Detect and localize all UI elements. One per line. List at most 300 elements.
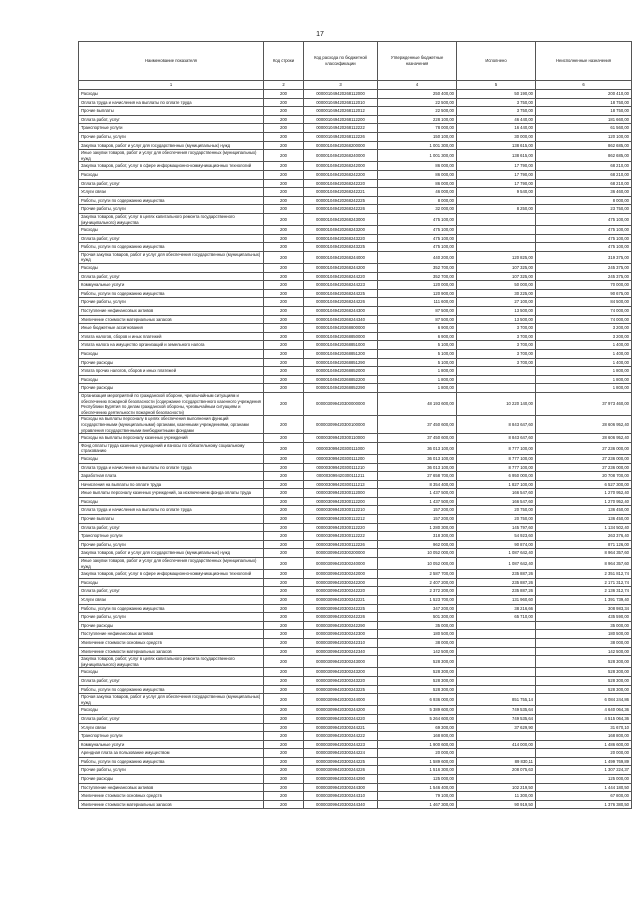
row-indicator-name: Расходы [79, 170, 264, 179]
row-indicator-name: Арендная плата за пользование имуществом [79, 749, 264, 758]
row-line-code: 200 [264, 272, 304, 281]
table-row [79, 358, 632, 367]
row-unexecuted-amount: 181 660,00 [536, 115, 632, 124]
row-budget-code: 000001049420268244223 [304, 281, 378, 290]
table-row [79, 570, 632, 579]
row-unexecuted-amount: 1 400,00 [536, 341, 632, 350]
row-unexecuted-amount: 8 000,00 [536, 196, 632, 205]
row-executed-amount: 3 750,00 [457, 98, 536, 107]
row-line-code: 200 [264, 434, 304, 443]
table-row [79, 234, 632, 243]
row-budget-code: 000003099420300243200 [304, 668, 378, 677]
row-executed-amount [457, 226, 536, 235]
row-budget-code: 000003099420300244224 [304, 749, 378, 758]
row-line-code: 200 [264, 392, 304, 415]
row-approved-amount: 37 450 600,00 [378, 416, 457, 434]
row-budget-code: 000001049420268242200 [304, 170, 378, 179]
row-unexecuted-amount: 245 375,00 [536, 264, 632, 273]
row-line-code: 200 [264, 647, 304, 656]
row-executed-amount: 9 540,00 [457, 188, 536, 197]
row-line-code: 200 [264, 676, 304, 685]
row-approved-amount: 440 200,00 [378, 251, 457, 263]
row-executed-amount [457, 775, 536, 784]
row-indicator-name: Оплата работ, услуг [79, 587, 264, 596]
row-executed-amount: 16 440,00 [457, 124, 536, 133]
row-indicator-name: Транспортные услуги [79, 532, 264, 541]
table-row [79, 332, 632, 341]
row-budget-code: 000001049420268242000 [304, 162, 378, 171]
table-row [79, 141, 632, 150]
row-indicator-name: Уплата налогов, сборов и иных платежей [79, 332, 264, 341]
row-budget-code: 000003099420300112210 [304, 506, 378, 515]
row-line-code: 200 [264, 315, 304, 324]
row-approved-amount: 48 193 600,00 [378, 392, 457, 415]
row-indicator-name: Оплата работ, услуг [79, 714, 264, 723]
row-indicator-name: Прочая закупка товаров, работ и услуг для обеспечения государственных (муниципальных) нужд [79, 694, 264, 706]
row-line-code: 200 [264, 723, 304, 732]
row-indicator-name: Транспортные услуги [79, 732, 264, 741]
row-budget-code: 000003099420300243000 [304, 656, 378, 668]
row-line-code: 200 [264, 587, 304, 596]
row-line-code: 200 [264, 472, 304, 481]
row-approved-amount: 1 001 300,00 [378, 141, 457, 150]
row-budget-code: 000003099420300111000 [304, 442, 378, 454]
row-approved-amount: 22 500,00 [378, 107, 457, 116]
table-row [79, 630, 632, 639]
row-unexecuted-amount: 20 000,00 [536, 749, 632, 758]
row-budget-code: 000001049420268243220 [304, 234, 378, 243]
row-line-code: 200 [264, 90, 304, 99]
row-unexecuted-amount: 84 500,00 [536, 298, 632, 307]
row-unexecuted-amount: 1 800,00 [536, 367, 632, 376]
row-approved-amount: 5 389 600,00 [378, 706, 457, 715]
header-line-code: Код строки [264, 42, 304, 81]
row-unexecuted-amount: 6 527 300,00 [536, 480, 632, 489]
row-unexecuted-amount: 1 800,00 [536, 375, 632, 384]
row-budget-code: 000003099420300242290 [304, 621, 378, 630]
row-unexecuted-amount: 2 171 312,74 [536, 578, 632, 587]
row-unexecuted-amount: 31 670,10 [536, 723, 632, 732]
row-budget-code: 000003099420300100000 [304, 416, 378, 434]
table-row [79, 384, 632, 393]
row-budget-code: 000003099420300244200 [304, 706, 378, 715]
row-budget-code: 000001049420268851200 [304, 350, 378, 359]
row-unexecuted-amount: 528 300,00 [536, 668, 632, 677]
row-indicator-name: Расходы на выплаты персоналу в целях обеспечения выполнения функций государственными (муниципальными) органами, казенными учреждениями, органами управления государственными внебюджетными фондами [79, 416, 264, 434]
row-approved-amount: 69 300,00 [378, 723, 457, 732]
row-executed-amount: 37 629,90 [457, 723, 536, 732]
row-budget-code: 000001049420268850000 [304, 332, 378, 341]
table-row [79, 792, 632, 801]
row-approved-amount: 1 589 600,00 [378, 757, 457, 766]
page-number: 17 [316, 31, 324, 38]
column-number: 3 [304, 81, 378, 90]
table-row [79, 90, 632, 99]
row-line-code: 200 [264, 694, 304, 706]
row-approved-amount: 120 900,00 [378, 289, 457, 298]
row-budget-code: 000001049420268112226 [304, 132, 378, 141]
row-budget-code: 000003099420300244300 [304, 783, 378, 792]
row-executed-amount: 120 825,00 [457, 251, 536, 263]
row-line-code: 200 [264, 792, 304, 801]
row-line-code: 200 [264, 358, 304, 367]
row-line-code: 200 [264, 162, 304, 171]
table-row [79, 226, 632, 235]
row-unexecuted-amount: 4 640 064,36 [536, 706, 632, 715]
row-indicator-name: Прочие расходы [79, 775, 264, 784]
row-indicator-name: Увеличение стоимости материальных запасов [79, 800, 264, 809]
row-budget-code: 000001049420268242225 [304, 196, 378, 205]
row-executed-amount: 50 000,00 [457, 281, 536, 290]
row-executed-amount [457, 676, 536, 685]
row-budget-code: 000003099420300244220 [304, 714, 378, 723]
column-number: 6 [536, 81, 632, 90]
row-approved-amount: 111 600,00 [378, 298, 457, 307]
row-indicator-name: Расходы на выплаты персоналу казенных учреждений [79, 434, 264, 443]
row-line-code: 200 [264, 523, 304, 532]
table-row [79, 506, 632, 515]
table-row [79, 714, 632, 723]
row-executed-amount: 8 777 100,00 [457, 454, 536, 463]
row-executed-amount: 3 700,00 [457, 324, 536, 333]
row-executed-amount: 20 750,00 [457, 506, 536, 515]
row-unexecuted-amount: 136 450,00 [536, 515, 632, 524]
row-approved-amount: 501 300,00 [378, 613, 457, 622]
row-indicator-name: Фонд оплаты труда казенных учреждений и взносы по обязательному социальному страхованию [79, 442, 264, 454]
row-line-code: 200 [264, 196, 304, 205]
row-line-code: 200 [264, 578, 304, 587]
table-row [79, 179, 632, 188]
row-line-code: 200 [264, 350, 304, 359]
row-line-code: 200 [264, 749, 304, 758]
row-approved-amount: 120 000,00 [378, 281, 457, 290]
row-executed-amount: 17 790,00 [457, 170, 536, 179]
row-budget-code: 000001049420268244225 [304, 289, 378, 298]
table-row [79, 454, 632, 463]
row-budget-code: 000001049420268243225 [304, 243, 378, 252]
row-unexecuted-amount: 1 499 769,89 [536, 757, 632, 766]
row-approved-amount: 10 052 000,00 [378, 549, 457, 558]
row-approved-amount: 528 300,00 [378, 676, 457, 685]
row-line-code: 200 [264, 243, 304, 252]
row-budget-code: 000001049420268112012 [304, 107, 378, 116]
row-line-code: 200 [264, 384, 304, 393]
row-approved-amount: 142 500,00 [378, 647, 457, 656]
row-indicator-name: Работы, услуги по содержанию имущества [79, 196, 264, 205]
row-line-code: 200 [264, 170, 304, 179]
row-budget-code: 000003099420300243225 [304, 685, 378, 694]
row-executed-amount: 1 087 642,40 [457, 558, 536, 570]
row-unexecuted-amount: 136 450,00 [536, 506, 632, 515]
row-approved-amount: 180 500,00 [378, 630, 457, 639]
row-budget-code: 000001049420268240000 [304, 150, 378, 162]
row-budget-code: 000003099420300242000 [304, 570, 378, 579]
table-row [79, 289, 632, 298]
row-approved-amount: 22 500,00 [378, 98, 457, 107]
row-unexecuted-amount: 871 126,00 [536, 540, 632, 549]
row-unexecuted-amount: 2 351 812,74 [536, 570, 632, 579]
row-executed-amount: 65 710,00 [457, 613, 536, 622]
row-executed-amount: 3 700,00 [457, 341, 536, 350]
row-budget-code: 000001049420268244226 [304, 298, 378, 307]
row-approved-amount: 6 900,00 [378, 324, 457, 333]
row-executed-amount: 414 000,00 [457, 740, 536, 749]
row-executed-amount: 30 000,00 [457, 132, 536, 141]
row-executed-amount: 1 827 100,00 [457, 480, 536, 489]
row-approved-amount: 79 100,00 [378, 792, 457, 801]
row-executed-amount [457, 749, 536, 758]
row-unexecuted-amount: 142 500,00 [536, 647, 632, 656]
row-approved-amount: 87 500,00 [378, 307, 457, 316]
table-row [79, 540, 632, 549]
row-executed-amount [457, 243, 536, 252]
row-budget-code: 000003099420300244310 [304, 792, 378, 801]
table-row [79, 107, 632, 116]
row-budget-code: 000001049420268243200 [304, 226, 378, 235]
row-unexecuted-amount: 90 675,00 [536, 289, 632, 298]
row-indicator-name: Иные выплаты персоналу казенных учреждений, за исключением фонда оплаты труда [79, 489, 264, 498]
row-line-code: 200 [264, 775, 304, 784]
row-indicator-name: Организация мероприятий по гражданской обороне, чрезвычайным ситуациям и обеспечению пожарной безопасности (содержание государственного казенного учреждения Республики Бурятия по делам гражданской обороны, чрезвычайным ситуациям и обеспечению деятельности пожарной безопасности) [79, 392, 264, 415]
row-line-code: 200 [264, 307, 304, 316]
row-indicator-name: Прочие работы, услуги [79, 205, 264, 214]
row-unexecuted-amount: 28 606 952,40 [536, 434, 632, 443]
row-unexecuted-amount: 3 200,00 [536, 324, 632, 333]
row-approved-amount: 352 700,00 [378, 272, 457, 281]
row-approved-amount: 36 013 100,00 [378, 463, 457, 472]
row-approved-amount: 2 407 200,00 [378, 578, 457, 587]
table-row [79, 392, 632, 415]
row-line-code: 200 [264, 124, 304, 133]
row-unexecuted-amount: 18 750,00 [536, 98, 632, 107]
row-executed-amount [457, 234, 536, 243]
row-line-code: 200 [264, 205, 304, 214]
row-approved-amount: 32 000,00 [378, 205, 457, 214]
table-row [79, 766, 632, 775]
row-budget-code: 000001049420268851000 [304, 341, 378, 350]
row-unexecuted-amount: 475 100,00 [536, 213, 632, 225]
row-executed-amount: 8 843 647,60 [457, 434, 536, 443]
row-budget-code: 000003099420300111213 [304, 480, 378, 489]
row-unexecuted-amount: 1 307 224,37 [536, 766, 632, 775]
table-row [79, 558, 632, 570]
row-line-code: 200 [264, 558, 304, 570]
row-indicator-name: Уплата прочих налогов, сборов и иных платежей [79, 367, 264, 376]
row-indicator-name: Работы, услуги по содержанию имущества [79, 243, 264, 252]
row-executed-amount: 166 547,60 [457, 489, 536, 498]
row-budget-code: 000003099420300111210 [304, 463, 378, 472]
row-indicator-name: Увеличение стоимости материальных запасов [79, 647, 264, 656]
row-approved-amount: 8 000,00 [378, 196, 457, 205]
row-unexecuted-amount: 1 486 600,00 [536, 740, 632, 749]
header-approved: Утвержденные бюджетные назначения [378, 42, 457, 81]
table-row [79, 638, 632, 647]
table-row [79, 613, 632, 622]
row-unexecuted-amount: 319 375,00 [536, 251, 632, 263]
row-budget-code: 000001049420268244000 [304, 251, 378, 263]
row-indicator-name: Оплата работ, услуг [79, 179, 264, 188]
row-approved-amount: 528 300,00 [378, 656, 457, 668]
row-indicator-name: Оплата труда и начисления на выплаты по оплате труда [79, 506, 264, 515]
table-row [79, 732, 632, 741]
row-executed-amount [457, 384, 536, 393]
row-executed-amount [457, 367, 536, 376]
row-line-code: 200 [264, 757, 304, 766]
table-row [79, 442, 632, 454]
row-approved-amount: 318 300,00 [378, 532, 457, 541]
table-row [79, 205, 632, 214]
row-indicator-name: Закупка товаров, работ и услуг для государственных (муниципальных) нужд [79, 141, 264, 150]
row-indicator-name: Прочие выплаты [79, 107, 264, 116]
row-approved-amount: 6 900,00 [378, 332, 457, 341]
row-executed-amount: 145 797,60 [457, 523, 536, 532]
row-indicator-name: Прочая закупка товаров, работ и услуг для обеспечения государственных (муниципальных) нужд [79, 251, 264, 263]
row-line-code: 200 [264, 630, 304, 639]
table-row [79, 515, 632, 524]
table-row [79, 298, 632, 307]
row-line-code: 200 [264, 98, 304, 107]
table-row [79, 685, 632, 694]
row-unexecuted-amount: 27 236 000,00 [536, 463, 632, 472]
table-row [79, 170, 632, 179]
row-budget-code: 000003099420300110000 [304, 434, 378, 443]
row-unexecuted-amount: 74 000,00 [536, 307, 632, 316]
table-row [79, 375, 632, 384]
column-number: 2 [264, 81, 304, 90]
row-line-code: 200 [264, 480, 304, 489]
row-line-code: 200 [264, 621, 304, 630]
row-budget-code: 000003099420300111200 [304, 454, 378, 463]
row-approved-amount: 1 800,00 [378, 367, 457, 376]
row-unexecuted-amount: 27 236 000,00 [536, 442, 632, 454]
row-indicator-name: Работы, услуги по содержанию имущества [79, 604, 264, 613]
row-line-code: 200 [264, 188, 304, 197]
row-budget-code: 000001049420268852200 [304, 375, 378, 384]
row-budget-code: 000003099420300000000 [304, 392, 378, 415]
row-approved-amount: 1 437 500,00 [378, 489, 457, 498]
row-indicator-name: Иные бюджетные ассигнования [79, 324, 264, 333]
table-row [79, 676, 632, 685]
row-indicator-name: Расходы [79, 350, 264, 359]
row-indicator-name: Коммунальные услуги [79, 740, 264, 749]
row-executed-amount [457, 375, 536, 384]
row-executed-amount [457, 621, 536, 630]
row-approved-amount: 1 001 300,00 [378, 150, 457, 162]
table-row [79, 596, 632, 605]
row-unexecuted-amount: 125 000,00 [536, 775, 632, 784]
row-line-code: 200 [264, 732, 304, 741]
row-approved-amount: 1 467 300,00 [378, 800, 457, 809]
row-executed-amount: 8 777 100,00 [457, 463, 536, 472]
row-executed-amount [457, 638, 536, 647]
table-row [79, 307, 632, 316]
row-line-code: 200 [264, 234, 304, 243]
row-budget-code: 000003099420300242310 [304, 638, 378, 647]
row-unexecuted-amount: 1 270 952,40 [536, 489, 632, 498]
row-approved-amount: 20 000,00 [378, 749, 457, 758]
row-line-code: 200 [264, 596, 304, 605]
row-unexecuted-amount: 308 983,34 [536, 604, 632, 613]
row-indicator-name: Работы, услуги по содержанию имущества [79, 289, 264, 298]
row-budget-code: 000001049420268200000 [304, 141, 378, 150]
row-line-code: 200 [264, 115, 304, 124]
row-budget-code: 000003099420300200000 [304, 549, 378, 558]
row-budget-code: 000001049420268242221 [304, 188, 378, 197]
row-executed-amount [457, 668, 536, 677]
row-budget-code: 000003099420300244225 [304, 757, 378, 766]
row-executed-amount: 107 325,00 [457, 272, 536, 281]
row-unexecuted-amount: 1 444 180,50 [536, 783, 632, 792]
row-unexecuted-amount: 36 460,00 [536, 188, 632, 197]
table-body [79, 90, 632, 809]
table-row [79, 472, 632, 481]
row-approved-amount: 2 587 700,00 [378, 570, 457, 579]
row-approved-amount: 168 800,00 [378, 732, 457, 741]
row-budget-code: 000001049420268112222 [304, 124, 378, 133]
row-indicator-name: Прочие работы, услуги [79, 766, 264, 775]
row-approved-amount: 1 800,00 [378, 384, 457, 393]
table-row [79, 668, 632, 677]
row-budget-code: 000003099420300244226 [304, 766, 378, 775]
row-line-code: 200 [264, 298, 304, 307]
row-budget-code: 000001049420268852290 [304, 384, 378, 393]
row-line-code: 200 [264, 213, 304, 225]
row-indicator-name: Оплата труда и начисления на выплаты по оплате труда [79, 463, 264, 472]
table-row [79, 775, 632, 784]
table-row [79, 656, 632, 668]
row-budget-code: 000003099420300244000 [304, 694, 378, 706]
row-approved-amount: 2 372 200,00 [378, 587, 457, 596]
row-indicator-name: Увеличение стоимости основных средств [79, 638, 264, 647]
row-budget-code: 000001049420268244340 [304, 315, 378, 324]
row-approved-amount: 35 000,00 [378, 621, 457, 630]
row-approved-amount: 27 658 700,00 [378, 472, 457, 481]
table-row [79, 757, 632, 766]
row-executed-amount: 3 750,00 [457, 107, 536, 116]
row-indicator-name: Прочие работы, услуги [79, 540, 264, 549]
row-budget-code: 000001049420268244220 [304, 272, 378, 281]
row-unexecuted-amount: 61 560,00 [536, 124, 632, 133]
row-budget-code: 000001049420268112000 [304, 90, 378, 99]
row-budget-code: 000001049420268851290 [304, 358, 378, 367]
row-indicator-name: Оплата работ, услуг [79, 272, 264, 281]
row-approved-amount: 5 100,00 [378, 341, 457, 350]
row-executed-amount: 8 777 100,00 [457, 442, 536, 454]
row-approved-amount: 150 100,00 [378, 132, 457, 141]
row-budget-code: 000003099420300242300 [304, 630, 378, 639]
row-unexecuted-amount: 475 100,00 [536, 226, 632, 235]
row-approved-amount: 87 500,00 [378, 315, 457, 324]
row-indicator-name: Услуги связи [79, 723, 264, 732]
row-unexecuted-amount: 1 400,00 [536, 358, 632, 367]
row-executed-amount [457, 656, 536, 668]
row-line-code: 200 [264, 341, 304, 350]
row-indicator-name: Коммунальные услуги [79, 281, 264, 290]
header-unexecuted: Неисполненные назначения [536, 42, 632, 81]
row-indicator-name: Оплата работ, услуг [79, 523, 264, 532]
table-row [79, 523, 632, 532]
row-indicator-name: Закупка товаров, работ, услуг в целях капитального ремонта государственного (муниципального) имущества [79, 213, 264, 225]
table-row [79, 578, 632, 587]
row-executed-amount: 50 190,00 [457, 90, 536, 99]
row-approved-amount: 5 264 600,00 [378, 714, 457, 723]
row-approved-amount: 1 280 300,00 [378, 523, 457, 532]
row-indicator-name: Расходы [79, 226, 264, 235]
row-indicator-name: Поступление нефинансовых активов [79, 307, 264, 316]
row-approved-amount: 475 100,00 [378, 226, 457, 235]
row-executed-amount: 54 923,60 [457, 532, 536, 541]
row-executed-amount: 13 500,00 [457, 315, 536, 324]
